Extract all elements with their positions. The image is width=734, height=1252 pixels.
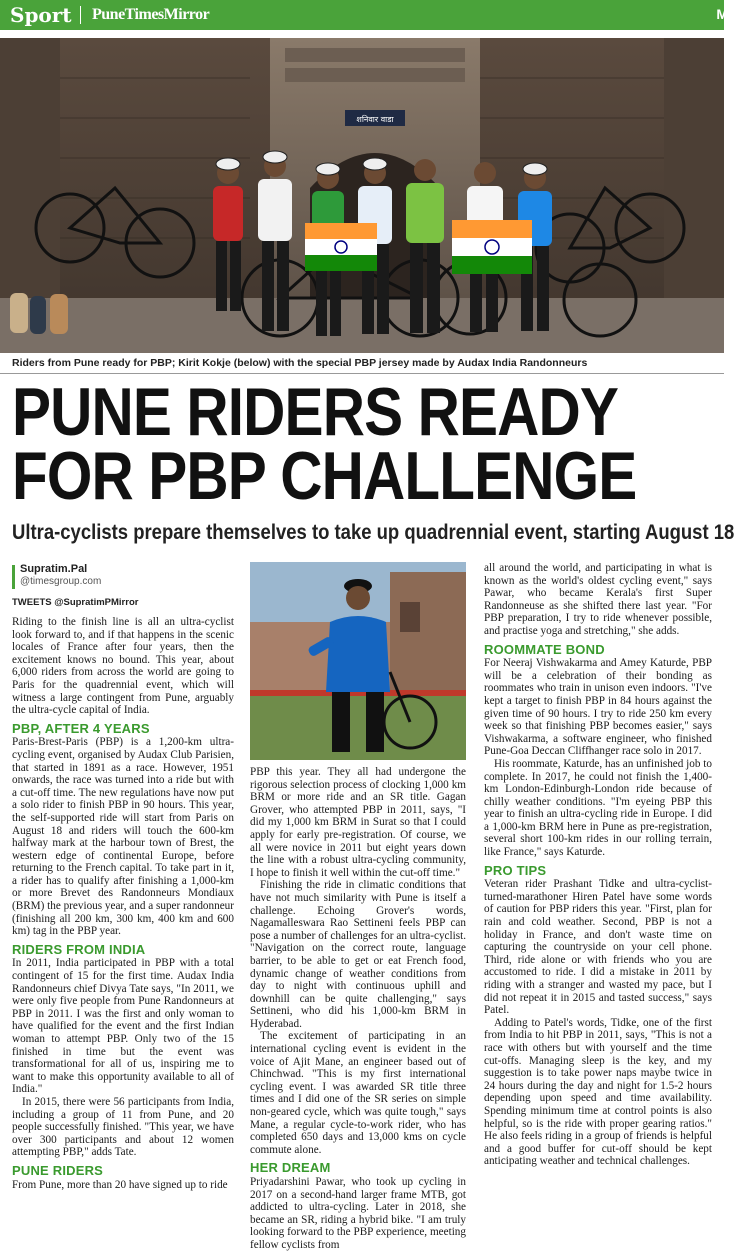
paragraph: In 2015, there were 56 participants from India, including a group of 11 from Pune, and 20 people successfully finished. "This year, we have over 300 participants and about 12 women attempting PBP," adds Tate.	[12, 1095, 234, 1159]
gate-sign-text: शनिवार वाडा	[356, 115, 394, 124]
paragraph: The excitement of participating in an international cycling event is evident in the voice of Ajit Mane, an engineer based out of Chinchwad. "This is my first international cycling event. I was awarded SR title three times and I did one of the SR series on simple non-geared cycle, which was quite tough," says Mane, a regular cycle-to-work rider, who has completed 650 days and 13,000 kms on cycle commute alone.	[250, 1030, 466, 1156]
paragraph: Priyadarshini Pawar, who took up cycling in 2017 on a second-hand larger frame MTB, got addicted to ultra-cycling. Later in 2018, she became an SR, riding a hybrid bike. "I am truly looking forward to the PBP experience, meeting fellow cyclists from	[250, 1176, 466, 1251]
section-label: Sport	[10, 3, 72, 27]
article-column-3	[484, 562, 712, 1168]
article-column-1	[12, 616, 234, 1191]
inset-photo-kirit-kokje	[250, 562, 466, 760]
paragraph: Veteran rider Prashant Tidke and ultra-cyclist-turned-marathoner Hiren Patel have some words of caution for PBP riders this year. "First, plan for rain and cold weather. Second, PBP is not a holiday in France, and don't waste time on capturing the countryside on your cell phone. Third, ride alone or with friends who you are accustomed to ride. I did a mistake in 2011 by riding with a stranger and wasted my pace, but I did not repeat it in 2015 and tasted success," says Patel.	[484, 878, 712, 1017]
headline-line-2: FOR PBP CHALLENGE	[12, 438, 637, 514]
photo-caption: Riders from Pune ready for PBP; Kirit Kokje (below) with the special PBP jersey made by Audax India Randonneurs	[12, 357, 588, 369]
section-header-bar	[0, 0, 728, 30]
paragraph: all around the world, and participating in what is known as the world's oldest cycling event," says Pawar, who became Kerala's first Super Randonneuse as she shifted there last year. "For PBP preparation, I try to ride whenever possible, and practise yoga and stretching," she adds.	[484, 562, 712, 637]
page-mark: M	[716, 6, 728, 22]
subhead-her-dream: HER DREAM	[250, 1160, 331, 1176]
paragraph: For Neeraj Vishwakarma and Amey Katurde, PBP will be a celebration of their bonding as roommates who train in unison even indoors. "I've kept a target to finish PBP in 84 hours against the given time of 90 hours. I try to ride 250 km every week so that finishing PBP becomes easier," says Vishwakarma, a software engineer, who finished Pune-Goa Deccan Cliffhanger race solo in 2017.	[484, 657, 712, 758]
paragraph: His roommate, Katurde, has an unfinished job to complete. In 2017, he could not finish the 1,400-km London-Edinburgh-London ride because of chilly weather conditions. "I'm eyeing PBP this year to finish an ultra-cycling ride in Europe. I did a 1,000-km BRM here in Pune as pre-registration, several short 100-km rides in our rolling terrain, like France," says Katurde.	[484, 757, 712, 859]
main-photo	[0, 38, 724, 353]
intro-paragraph: Riding to the finish line is all an ultra-cyclist look forward to, and if that happens in the scenic locales of France after four years, then the excitement knows no bound. This year, about 6,000 riders from across the world are going to Paris for the quadrennial event, which will witness a large contingent from Pune, arguably the ultra-cycle capital of India.	[12, 616, 234, 717]
subhead-pbp-after-4-years: PBP, AFTER 4 YEARS	[12, 720, 150, 736]
byline-accent	[12, 565, 15, 589]
paragraph: Adding to Patel's words, Tidke, one of the first from India to hit PBP in 2011, says, "This is not a race with others but with yourself and the time cut-offs. Managing sleep is the key, and my suggestion is to take power naps maybe twice in 24 hours during the day and night for 1.5-2 hours depending upon speed and time availability. Spending minimum time at control points is also helpful, so is the ride with proper gearing ratios." He also feels riding in a group of friends is helpful and a good buffer for cut-off should be kept anticipating weather and technical challenges.	[484, 1016, 712, 1168]
paragraph: Paris-Brest-Paris (PBP) is a 1,200-km ultra-cycling event, organised by Audax Club Parisien, that started in 1891 as a race. However, 1951 onwards, the race was turned into a ride but with a cut-off time. The new regulations have now put a solo rider to finish PBP in 90 hours. This year, the self-supported ride will start from Paris on August 18 and riders will touch the 600-km halfway mark at the harbour town of Brest, the western edge of continental Europe, before returning to the French capital. To take part in it, a rider has to qualify after finishing a 1,000-km or more Brevet des Randonneurs Mondiaux (BRM) the previous year, and a super randonneur (finishing all 200 km, 300 km, 400 km and 600 km) tag in the PBP year.	[12, 736, 234, 938]
headline-line-1: PUNE RIDERS READY	[12, 374, 619, 450]
subhead-pune-riders: PUNE RIDERS	[12, 1162, 104, 1178]
publication-logo: PuneTimesMirror	[92, 6, 210, 23]
paragraph: In 2011, India participated in PBP with a total contingent of 15 for the first time. Audax India Randonneurs chief Divya Tate says, "In 2011, we were only five people from Pune Randonneurs at PBP in 2011. I was the first and only woman to have qualified for the event and the first Indian woman to attempt PBP. Only two of the 15 finished in time but the event was transformational for all of us, inspiring me to want to make this opportunity available to all of India."	[12, 957, 234, 1096]
subhead-pro-tips: PRO TIPS	[484, 862, 547, 878]
paragraph: PBP this year. They all had undergone the rigorous selection process of clocking 1,000 km BRM or more ride and an SR title. Gagan Grover, who attempted PBP in 2011, says, "I did my 1,000 km BRM in Surat so that I could apply for early pre-registration. Of course, we all were novice in 2011 but eight years down the line with a robust ultra-cycling community, I hope to finish it well within the cut-off time."	[250, 766, 466, 879]
header-divider	[80, 6, 81, 24]
article-column-2	[250, 766, 466, 1252]
headline	[12, 374, 637, 514]
subhead-riders-from-india: RIDERS FROM INDIA	[12, 941, 146, 957]
subhead-roommate-bond: ROOMMATE BOND	[484, 641, 605, 657]
paragraph: From Pune, more than 20 have signed up to ride	[12, 1178, 228, 1191]
author-email: @timesgroup.com	[20, 576, 102, 587]
paragraph: Finishing the ride in climatic conditions that have not much similarity with Pune is itself a challenge. Echoing Grover's words, Nagamalleswara Rao Settineni feels PBP can pose a number of challenges for an ultra-cyclist. "Navigation on the correct route, language barrier, to be able to get or eat French food, dynamic change of weather conditions from day to night with continuous uphill and downhill can be quite challenging," says Settineni, who did his 1,000-km BRM in Hyderabad.	[250, 879, 466, 1030]
subheadline: Ultra-cyclists prepare themselves to take up quadrennial event, starting August 18	[12, 521, 734, 544]
author-twitter: TWEETS @SupratimPMirror	[12, 597, 139, 608]
author-name: Supratim.Pal	[20, 563, 88, 575]
